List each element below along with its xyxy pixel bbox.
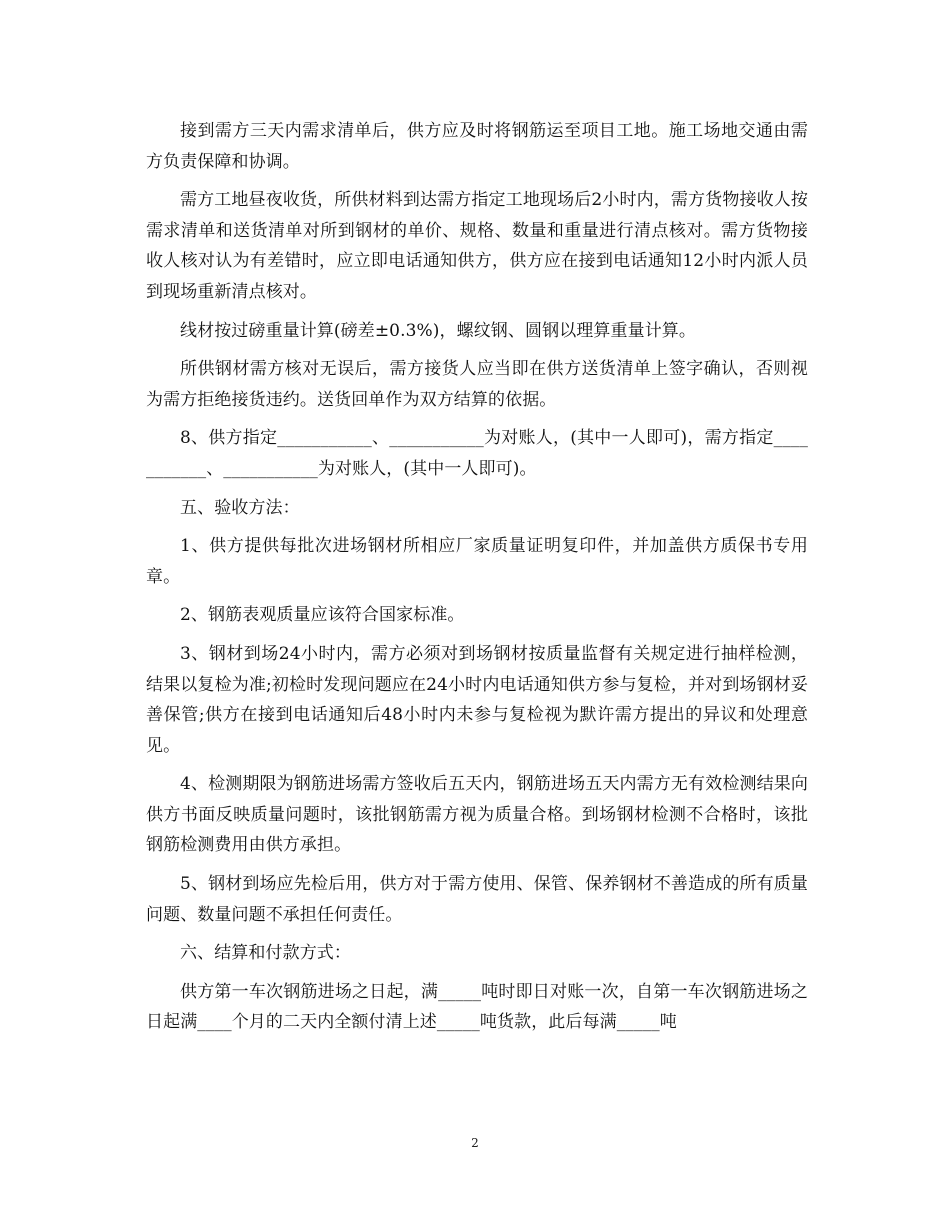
- paragraph-acceptance-5: 5、钢材到场应先检后用，供方对于需方使用、保管、保养钢材不善造成的所有质量问题、数量问题不承担任何责任。: [146, 874, 808, 925]
- paragraph-receiving-check: 需方工地昼夜收货，所供材料到达需方指定工地现场后2小时内，需方货物接收人按需求清单和送货清单对所到钢材的单价、规格、数量和重量进行清点核对。需方货物接收人核对认为有差错时，应立即电话通知供方，供方应在接到电话通知12小时内派人员到现场重新清点核对。: [146, 190, 808, 302]
- paragraph-acceptance-3: 3、钢材到场24小时内，需方必须对到场钢材按质量监督有关规定进行抽样检测，结果以复检为准;初检时发现问题应在24小时内电话通知供方参与复检，并对到场钢材妥善保管;供方在接到电话通知后48小时内未参与复检视为默许需方提出的异议和处理意见。: [146, 643, 808, 756]
- paragraph-weight-calculation: 线材按过磅重量计算(磅差±0.3%)，螺纹钢、圆钢以理算重量计算。: [180, 320, 696, 341]
- paragraph-acceptance-1: 1、供方提供每批次进场钢材所相应厂家质量证明复印件，并加盖供方质保书专用章。: [146, 536, 808, 587]
- paragraph-acceptance-2: 2、钢筋表观质量应该符合国家标准。: [180, 605, 465, 626]
- document-body: [146, 116, 808, 1046]
- paragraph-reconciliation-persons: 8、供方指定___________、___________为对账人，(其中一人即可)，需方指定___________、___________为对账人，(其中一人即可)。: [146, 428, 808, 479]
- section-heading-acceptance: 五、验收方法：: [180, 497, 300, 518]
- paragraph-payment-terms: 供方第一车次钢筋进场之日起，满_____吨时即日对账一次，自第一车次钢筋进场之日起满____个月的二天内全额付清上述_____吨货款，此后每满_____吨: [146, 981, 808, 1033]
- paragraph-delivery: 接到需方三天内需求清单后，供方应及时将钢筋运至项目工地。施工场地交通由需方负责保障和协调。: [146, 121, 808, 172]
- paragraph-acceptance-4: 4、检测期限为钢筋进场需方签收后五天内，钢筋进场五天内需方无有效检测结果向供方书面反映质量问题时，该批钢筋需方视为质量合格。到场钢材检测不合格时，该批钢筋检测费用由供方承担。: [146, 774, 808, 856]
- section-heading-payment: 六、结算和付款方式：: [180, 943, 351, 964]
- paragraph-signature-confirmation: 所供钢材需方核对无误后，需方接货人应当即在供方送货清单上签字确认，否则视为需方拒绝接货违约。送货回单作为双方结算的依据。: [146, 359, 808, 410]
- page-number: 2: [471, 1136, 479, 1150]
